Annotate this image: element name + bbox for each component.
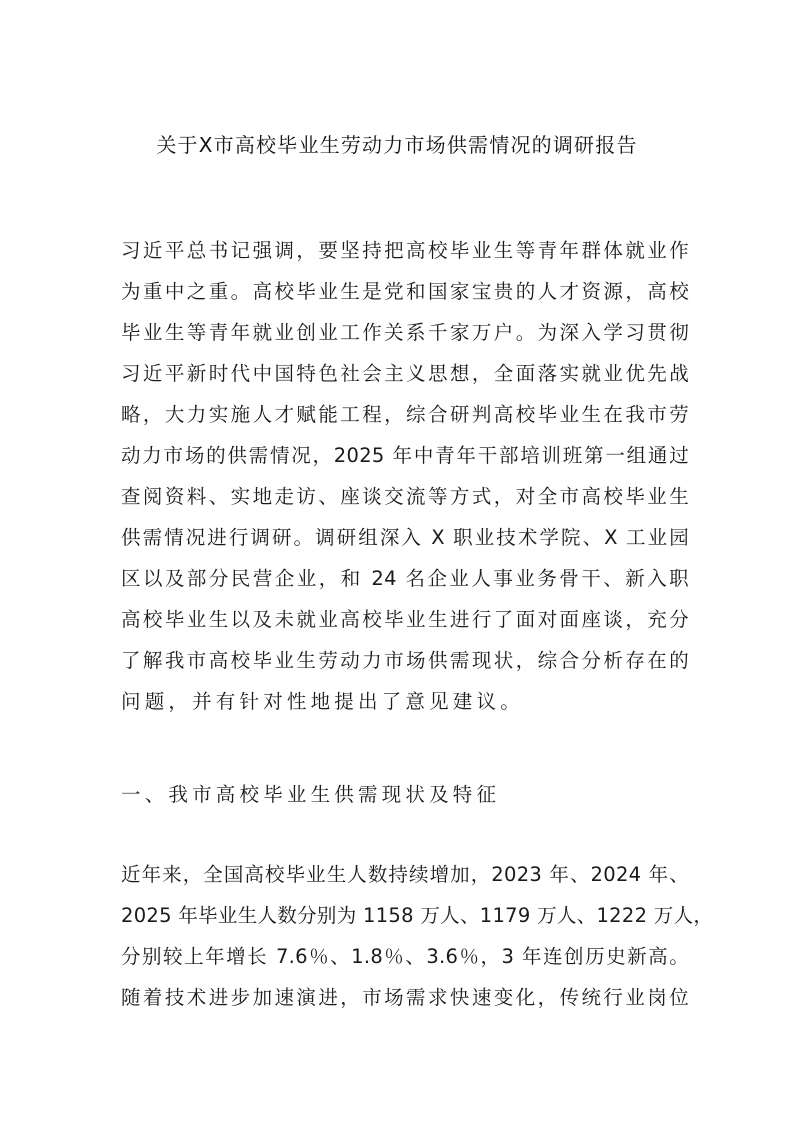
paragraph-line: 略，大力实施人才赋能工程，综合研判高校毕业生在我市劳 [121, 403, 689, 426]
paragraph-line: 为重中之重。高校毕业生是党和国家宝贵的人才资源，高校 [121, 280, 689, 303]
paragraph-line: 动力市场的供需情况，2025 年中青年干部培训班第一组通过 [121, 444, 689, 467]
paragraph-line: 问题，并有针对性地提出了意见建议。 [121, 690, 524, 713]
paragraph-line: 毕业生等青年就业创业工作关系千家万户。为深入学习贯彻 [121, 321, 689, 344]
paragraph-line: 习近平总书记强调，要坚持把高校毕业生等青年群体就业作 [121, 239, 689, 262]
paragraph-line: 区以及部分民营企业，和 24 名企业人事业务骨干、新入职 [121, 567, 689, 590]
document-title: 关于X市高校毕业生劳动力市场供需情况的调研报告 [156, 133, 638, 157]
paragraph-line: 高校毕业生以及未就业高校毕业生进行了面对面座谈，充分 [121, 608, 689, 631]
paragraph-line: 近年来，全国高校毕业生人数持续增加，2023 年、2024 年、 [121, 863, 689, 886]
paragraph-line: 习近平新时代中国特色社会主义思想，全面落实就业优先战 [121, 362, 689, 385]
paragraph-line: 供需情况进行调研。调研组深入 X 职业技术学院、X 工业园 [121, 526, 689, 549]
paragraph-line: 2025 年毕业生人数分别为 1158 万人、1179 万人、1222 万人， [121, 904, 714, 927]
paragraph-line: 查阅资料、实地走访、座谈交流等方式，对全市高校毕业生 [121, 485, 689, 508]
paragraph-line: 随着技术进步加速演进，市场需求快速变化，传统行业岗位 [121, 986, 689, 1009]
paragraph-line: 了解我市高校毕业生劳动力市场供需现状，综合分析存在的 [121, 649, 689, 672]
paragraph-line: 分别较上年增长 7.6％、1.8％、3.6％，3 年连创历史新高。 [121, 945, 689, 968]
section-heading: 一、我市高校毕业生供需现状及特征 [121, 783, 501, 806]
